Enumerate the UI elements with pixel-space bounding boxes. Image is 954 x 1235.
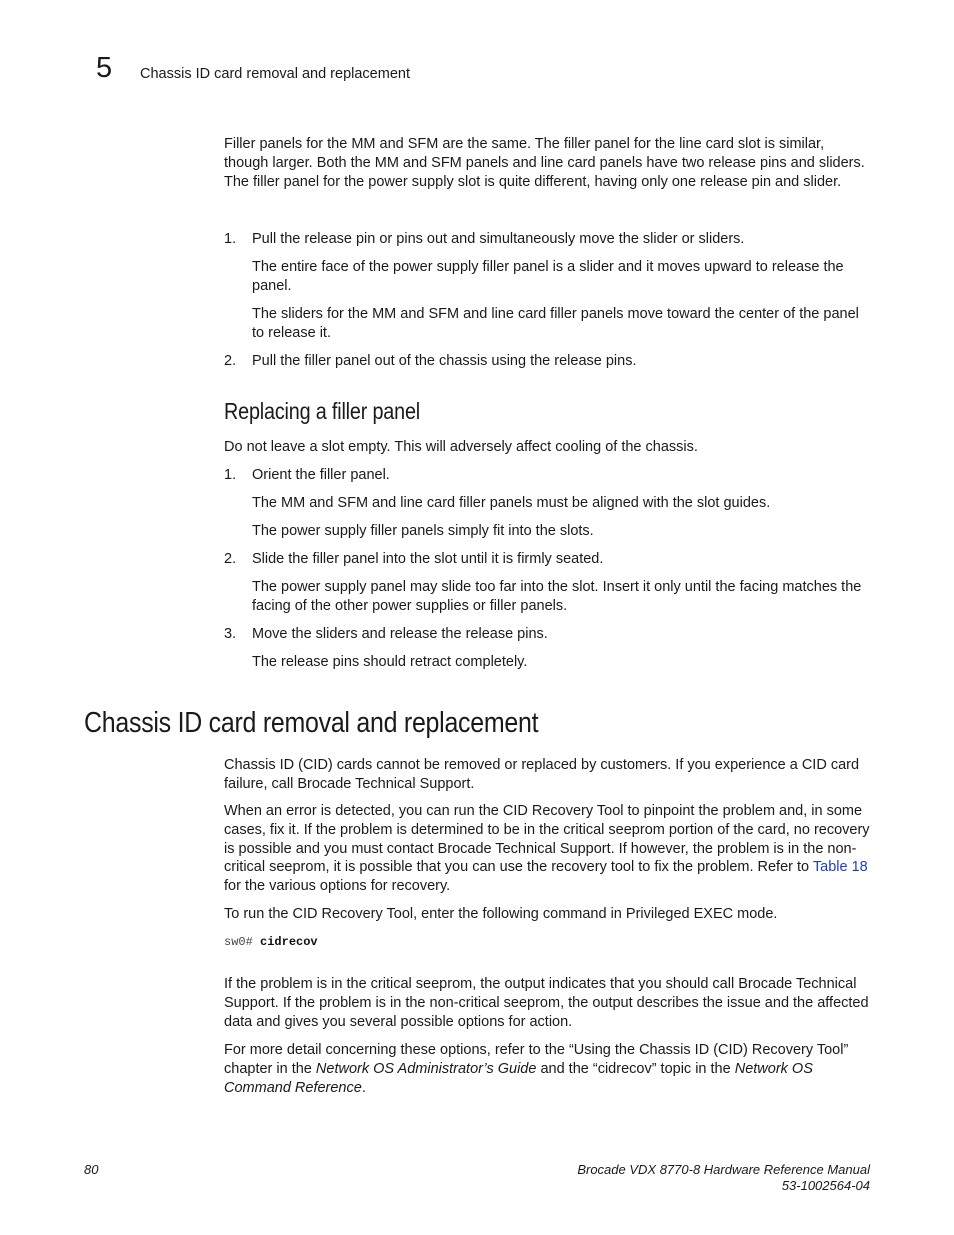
table-18-link[interactable]: Table 18 <box>812 859 868 876</box>
footer-doc-number: 53-1002564-04 <box>781 1178 870 1193</box>
intro-paragraph: Filler panels for the MM and SFM are the same. The filler panel for the line card slot is similar, though larger. Both the MM and SFM panels and line card panels have two release pins and sliders. The filler panel for the power supply slot is quite different, having only one release pin and slider. <box>224 136 865 190</box>
command-reference-title: Network OS Command Reference <box>224 1060 813 1096</box>
replacing-step-3-note-1: The release pins should retract completely. <box>252 654 528 670</box>
cid-paragraph-3: To run the CID Recovery Tool, enter the following command in Privileged EXEC mode. <box>224 906 778 922</box>
code-command: cidrecov <box>260 935 318 949</box>
removal-step-2-text: Pull the filler panel out of the chassis using the release pins. <box>252 353 637 369</box>
cid-paragraph-1: Chassis ID (CID) cards cannot be removed or replaced by customers. If you experience a CID card failure, call Brocade Technical Support. <box>224 757 860 792</box>
replacing-step-2-note-1: The power supply panel may slide too far into the slot. Insert it only until the facing matches the facing of the other power supplies or filler panels. <box>252 579 862 614</box>
cid-paragraph-5-b: and the “cidrecov” topic in the <box>536 1060 735 1077</box>
cid-paragraph-4: If the problem is in the critical seeprom, the output indicates that you should call Brocade Technical Support. If the problem is in the non-critical seeprom, the output describes the issue and the affected data and gives you several possible options for action. <box>224 976 869 1030</box>
replacing-step-1-note-2: The power supply filler panels simply fit into the slots. <box>252 523 594 539</box>
running-header: Chassis ID card removal and replacement <box>140 66 410 82</box>
code-prompt: sw0# <box>224 935 261 949</box>
removal-step-1-text: Pull the release pin or pins out and simultaneously move the slider or sliders. <box>252 231 745 247</box>
chapter-number: 5 <box>96 52 113 84</box>
cid-paragraph-5 <box>224 1041 870 1097</box>
footer-manual-title: Brocade VDX 8770-8 Hardware Reference Manual <box>577 1162 870 1177</box>
removal-step-2-number: 2. <box>224 353 237 369</box>
removal-step-1-note-1: The entire face of the power supply filler panel is a slider and it moves upward to release the panel. <box>252 259 844 294</box>
replacing-step-2-text: Slide the filler panel into the slot until it is firmly seated. <box>252 551 604 567</box>
cid-paragraph-2-tail: for the various options for recovery. <box>224 878 451 895</box>
replacing-step-3-number: 3. <box>224 626 237 642</box>
replacing-step-1-text: Orient the filler panel. <box>252 467 390 483</box>
footer-manual-info <box>577 1162 870 1194</box>
cid-paragraph-5-c: . <box>361 1079 366 1096</box>
section-heading-chassis-id: Chassis ID card removal and replacement <box>84 707 539 739</box>
admin-guide-title: Network OS Administrator’s Guide <box>315 1060 537 1077</box>
replacing-intro: Do not leave a slot empty. This will adversely affect cooling of the chassis. <box>224 439 698 455</box>
cid-paragraph-2 <box>224 802 870 896</box>
replacing-step-2-number: 2. <box>224 551 237 567</box>
replacing-step-1-number: 1. <box>224 467 237 483</box>
cid-paragraph-2-text: When an error is detected, you can run the CID Recovery Tool to pinpoint the problem and, in some cases, fix it. If the problem is determined to be in the critical seeprom portion of the card, no recovery is possible and you must contact Brocade Technical Support. If however, the problem is in the non-critical seeprom, it is possible that you can use the recovery tool to fix the problem. Refer to <box>224 803 870 876</box>
section-heading-replacing: Replacing a filler panel <box>224 398 420 424</box>
removal-step-1-note-2: The sliders for the MM and SFM and line card filler panels move toward the center of the panel to release it. <box>252 306 859 341</box>
replacing-step-3-text: Move the sliders and release the release pins. <box>252 626 548 642</box>
code-example <box>224 934 318 950</box>
page-number: 80 <box>84 1162 99 1177</box>
cid-paragraph-5-a: For more detail concerning these options, refer to the “Using the Chassis ID (CID) Recovery Tool” chapter in the <box>224 1042 849 1077</box>
removal-step-1-number: 1. <box>224 231 237 247</box>
replacing-step-1-note-1: The MM and SFM and line card filler panels must be aligned with the slot guides. <box>252 495 771 511</box>
